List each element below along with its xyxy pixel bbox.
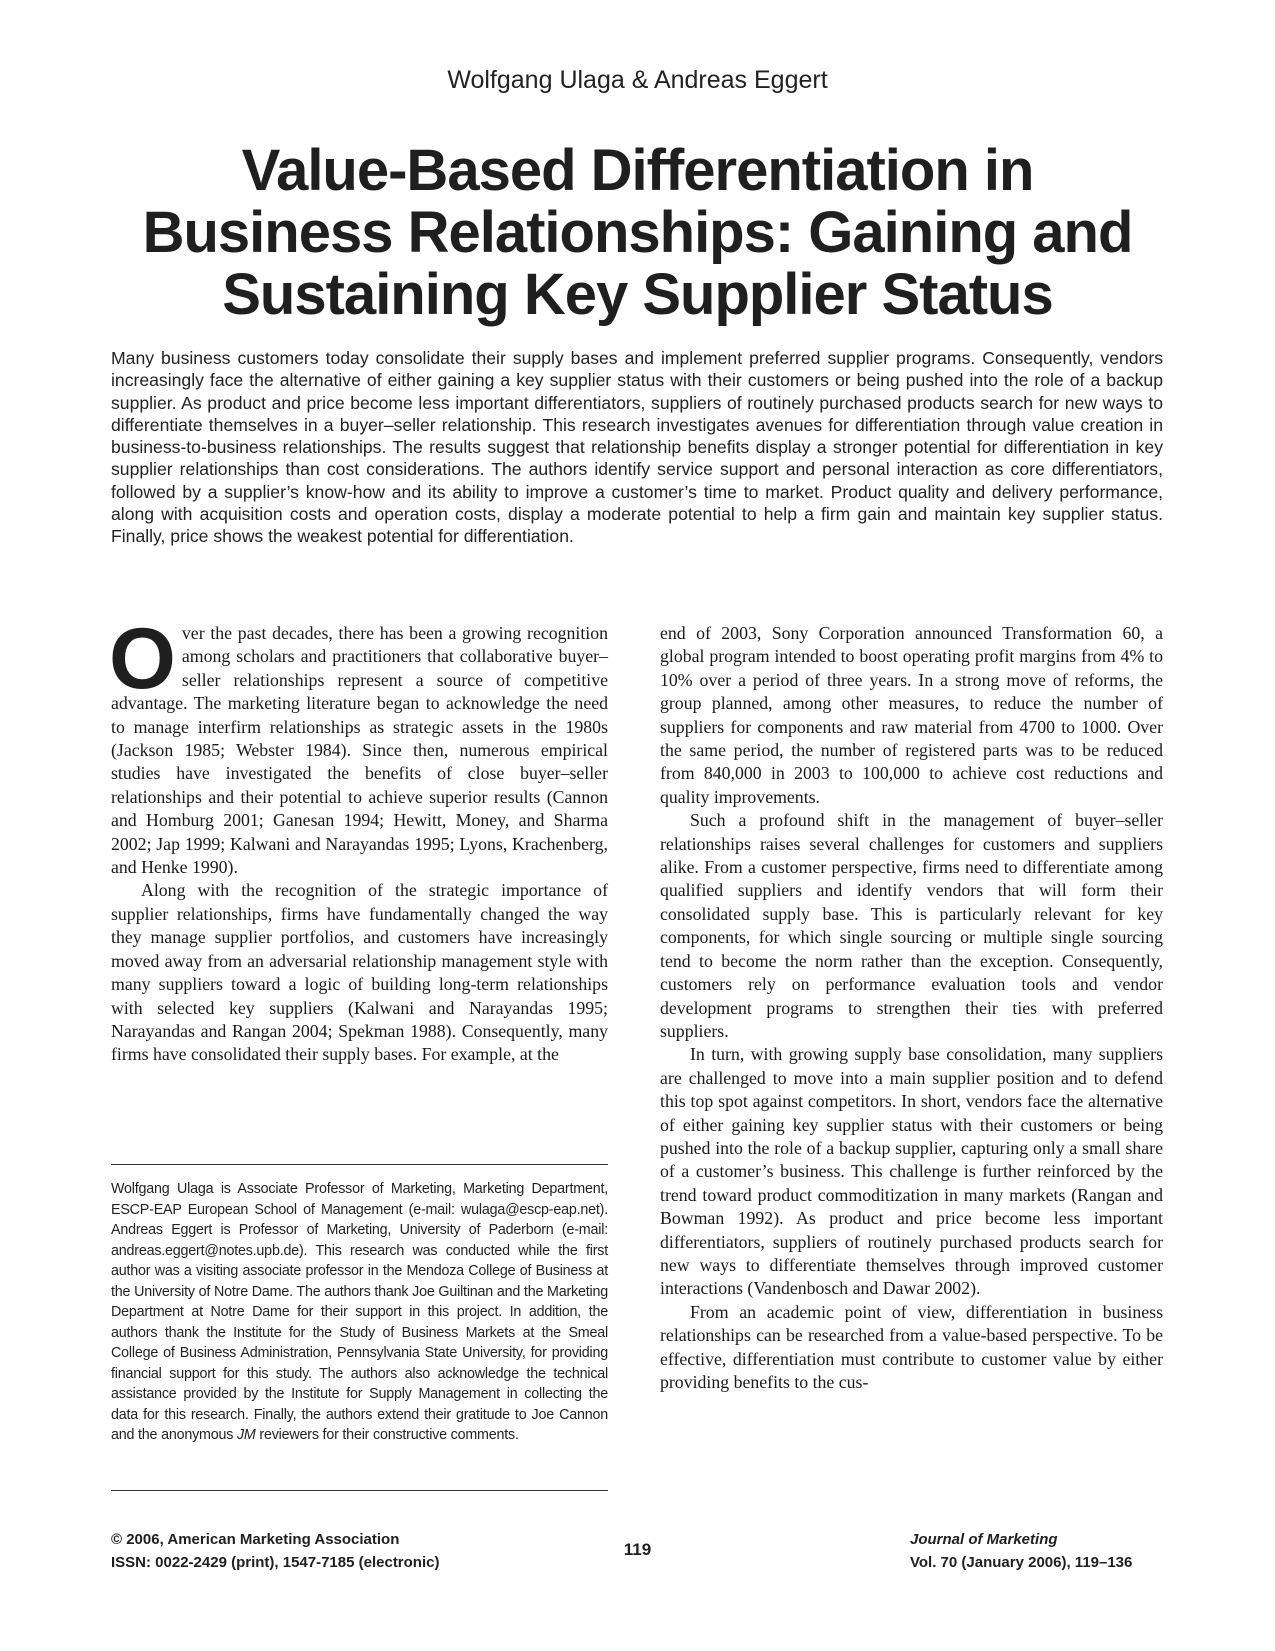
- abstract: Many business customers today consolidate their supply bases and implement preferred supplier programs. Consequently, vendors increasingly face the alternative of either gaining a key supplier status with their customers or being pushed into the role of a backup supplier. As product and price become less important differentiators, suppliers of routinely purchased products search for new ways to differentiate themselves in a buyer–seller relationship. This research investigates avenues for differentiation through value creation in business-to-business relationships. The results suggest that relationship benefits display a stronger potential for differentiation in key supplier relationships than cost considerations. The authors identify service support and personal interaction as core differentiators, followed by a supplier’s know-how and its ability to improve a customer’s time to market. Product quality and delivery performance, along with acquisition costs and operation costs, display a moderate potential to help a firm gain and maintain key supplier status. Finally, price shows the weakest potential for differentiation.: [111, 348, 1163, 547]
- article-title: [80, 140, 1195, 326]
- body-column-right: [660, 622, 1163, 1394]
- journal-name: Journal of Marketing: [910, 1531, 1058, 1548]
- copyright: © 2006, American Marketing Association: [111, 1531, 400, 1548]
- footnote-divider-bottom: [111, 1490, 608, 1491]
- title-line-1: Value-Based Differentiation in: [241, 138, 1034, 203]
- body-paragraph: [109, 611, 608, 879]
- title-line-2: Business Relationships: Gaining and: [142, 200, 1133, 265]
- author-footnote: [111, 1179, 608, 1446]
- footer-left: [111, 1528, 439, 1574]
- paragraph-text: ver the past decades, there has been a growing recognition among scholars and practitioners that collaborative buyer–seller relationships represent a source of competitive advantage. The marketing literature began to acknowledge the need to manage interfirm relationships as strategic assets in the 1980s (Jackson 1985; Webster 1984). Since then, numerous empirical studies have investigated the benefits of close buyer–seller relationships and their potential to achieve superior results (Cannon and Homburg 2001; Ganesan 1994; Hewitt, Money, and Sharma 2002; Jap 1999; Kalwani and Narayandas 1995; Lyons, Krachenberg, and Henke 1990).: [111, 623, 608, 878]
- footer-right: [910, 1528, 1163, 1574]
- volume-info: Vol. 70 (January 2006), 119–136: [910, 1554, 1133, 1571]
- footnote-divider-top: [111, 1164, 608, 1165]
- body-paragraph: From an academic point of view, differentiation in business relationships can be researched from a value-based perspective. To be effective, differentiation must contribute to customer value by either providing benefits to the cus-: [660, 1301, 1163, 1392]
- page-number: 119: [623, 1540, 652, 1559]
- body-paragraph: In turn, with growing supply base consolidation, many suppliers are challenged to move into a main supplier position and to defend this top spot against competitors. In short, vendors face the alternative of either gaining key supplier status with their customers or being pushed into the role of a backup supplier, capturing only a small share of a customer’s business. This challenge is further reinforced by the trend toward product commoditization in many markets (Rangan and Bowman 1992). As product and price become less important differentiators, suppliers of routinely purchased products search for new ways to differentiate themselves through improved customer interactions (Vandenbosch and Dawar 2002).: [660, 1044, 1163, 1299]
- title-line-3: Sustaining Key Supplier Status: [222, 262, 1053, 327]
- footnote-text-end: reviewers for their constructive comments.: [255, 1427, 519, 1443]
- body-paragraph: end of 2003, Sony Corporation announced Transformation 60, a global program intended to boost operating profit margins from 4% to 10% over a period of three years. In a strong move of reforms, the group planned, among other measures, to reduce the number of suppliers for components and raw material from 4700 to 1000. Over the same period, the number of registered parts was to be reduced from 840,000 in 2003 to 100,000 to achieve cost reductions and quality improvements.: [660, 623, 1163, 807]
- footnote-text: Wolfgang Ulaga is Associate Professor of Marketing, Marketing Department, ESCP-EAP European School of Management (e-mail: wulaga@escp-eap.net). Andreas Eggert is Professor of Marketing, University of Paderborn (e-mail: andreas.eggert@notes.upb.de). This research was conducted while the first author was a visiting associate professor in the Mendoza College of Business at the University of Notre Dame. The authors thank Joe Guiltinan and the Marketing Department at Notre Dame for their support in this project. In addition, the authors thank the Institute for the Study of Business Markets at the Smeal College of Business Administration, Pennsylvania State University, for providing financial support for this study. The authors also acknowledge the technical assistance provided by the Institute for Supply Management in collecting the data for this research. Finally, the authors extend their gratitude to Joe Cannon and the anonymous: [111, 1181, 608, 1443]
- drop-cap: O: [109, 611, 176, 707]
- footnote-journal-abbrev: JM: [236, 1427, 256, 1443]
- body-paragraph: Such a profound shift in the management of buyer–seller relationships raises several challenges for customers and suppliers alike. From a customer perspective, firms need to differentiate among qualified suppliers and identify vendors that will form their consolidated supply base. This is particularly relevant for key components, for which single sourcing or multiple single sourcing tend to become the norm rather than the exception. Consequently, customers rely on performance evaluation tools and vendor development programs to strengthen their ties with preferred suppliers.: [660, 810, 1163, 1041]
- article-authors: Wolfgang Ulaga & Andreas Eggert: [447, 66, 828, 94]
- issn: ISSN: 0022-2429 (print), 1547-7185 (electronic): [111, 1554, 440, 1571]
- body-paragraph: Along with the recognition of the strategic importance of supplier relationships, firms have fundamentally changed the way they manage supplier portfolios, and customers have increasingly moved away from an adversarial relationship management style with many suppliers toward a logic of building long-term relationships with selected key suppliers (Kalwani and Narayandas 1995; Narayandas and Rangan 2004; Spekman 1988). Consequently, many firms have consolidated their supply bases. For example, at the: [111, 880, 608, 1065]
- body-column-left: [109, 611, 608, 1067]
